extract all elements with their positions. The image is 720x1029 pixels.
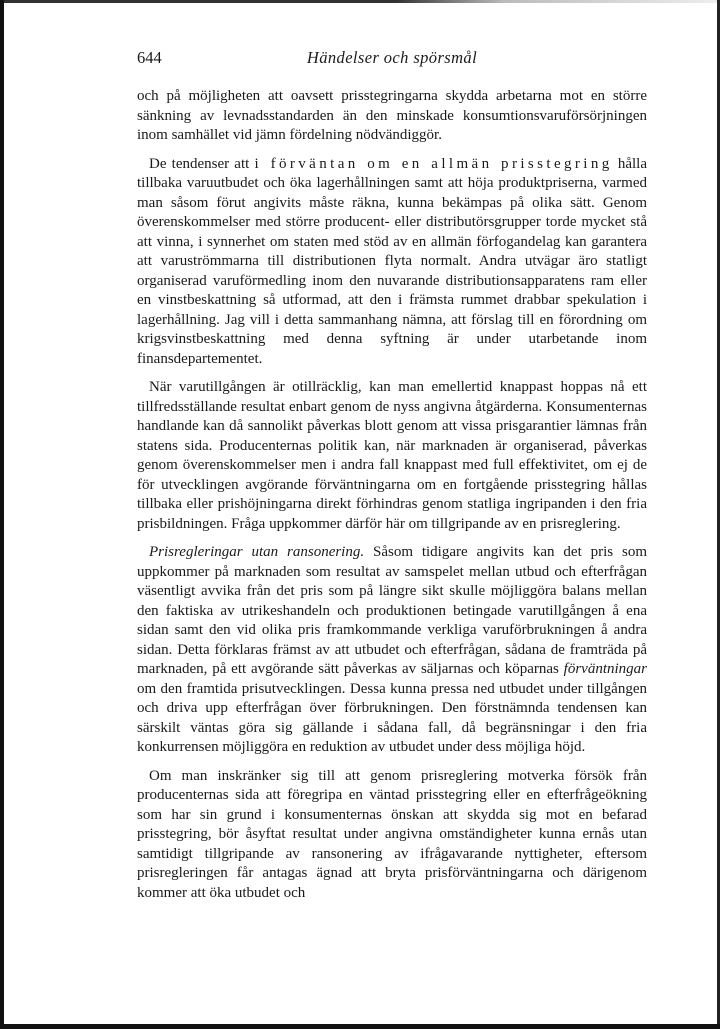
paragraph-2-rest: hålla tillbaka varuutbudet och öka lagerhållningen samt att höja produktpriserna, varmed man såsom förut angivits måste räkna, kunna bekämpas på olika sätt. Genom överenskommelser med större producent- eller distributörsgrupper torde mycket stå att vinna, i synnerhet om staten med stöd av en allmän förfogandelag kan garantera att varuströmmarna till distributionen flyta normalt. Andra utvägar äro statligt organiserad varuförmedling inom den nuvarande distributionsapparatens ram eller en vinstbeskattning så utformad, att den i främsta rummet drabbar spekulation i lagerhållning. Jag vill i detta sammanhang nämna, att förslag till en förordning om krigsvinstbeskattning med denna syftning är under utarbetande inom finansdepartementet.	[137, 155, 647, 367]
paragraph-2	[137, 155, 647, 370]
running-title: Händelser och spörsmål	[306, 48, 478, 67]
scan-edge-left	[0, 0, 4, 1029]
paragraph-3: När varutillgången är otillräcklig, kan man emellertid knappast hoppas nå ett tillfredsställande resultat enbart genom de nyss angivna åtgärderna. Konsumenternas handlande kan då sannolikt påverkas blott genom att vissa prisgarantier lämnas från statens sida. Producenternas politik kan, när marknaden är organiserad, påverkas genom överenskommelser men i andra fall knappast med full effektivitet, om ej de för utvecklingen avgörande förväntningarna om en fortgående prisstegring hållas tillbaka eller prishöjningarna direkt förhindras genom statliga ingripanden i den fria prisbildningen. Fråga uppkommer därför här om tillgripande av en prisreglering.	[137, 379, 647, 532]
page-number: 644	[137, 48, 162, 67]
scan-edge-bottom	[0, 1024, 720, 1029]
paragraph-4-lead: Såsom tidigare angivits kan det pris som uppkommer på marknaden som resultat av samspelet mellan utbud och efterfrågan väsentligt avvika från det pris som på längre sikt skulle möjliggöra balans mellan den faktiska av utrikeshandeln och produktionen betingade varutillgången å ena sidan samt den vid olika pris framkommande verkliga varuförbrukningen å andra sidan. Detta förklaras främst av att utbudet och efterfrågan, sådana de framträda på marknaden, på ett avgörande sätt påverkas av säljarnas och köparnas	[137, 544, 647, 677]
section-heading: Prisregleringar utan ransonering.	[149, 544, 365, 560]
paragraph-4-rest: om den framtida prisutvecklingen. Dessa kunna pressa ned utbudet under tillgången och driva upp efterfrågan över förbrukningen. Den förstnämnda tendensen kan särskilt väntas göra sig gällande i sådana fall, då begränsningar i den fria konkurrensen möjliggöra en reduktion av utbudet under dess möjliga höjd.	[137, 680, 647, 755]
body-text	[137, 87, 647, 912]
paragraph-4	[137, 543, 647, 758]
spaced-emphasis: i förväntan om en allmän prisstegring	[254, 155, 613, 172]
paragraph-2-lead: De tendenser att	[149, 155, 255, 172]
paragraph-5: Om man inskränker sig till att genom prisreglering motverka försök från producenternas sida att föregripa en väntad prisstegring eller en efterfrågeökning som har sin grund i konsumenternas önskan att skydda sig mot en befarad prisstegring, bör åsyftat resultat under angivna omständigheter kunna ernås utan samtidigt tillgripande av ransonering av ifrågavarande nyttigheter, eftersom prisregleringen får antagas ägnad att bryta prisförväntningarna och därigenom kommer att öka utbudet och	[137, 767, 647, 901]
paragraph-1: och på möjligheten att oavsett prisstegringarna skydda arbetarna mot en större sänkning av levnadsstandarden än den minskade konsumtionsvaruförsörjningen inom samhället vid jämn fördelning nödvändiggör.	[137, 88, 647, 143]
italic-term: förväntningar	[563, 661, 647, 677]
page-header	[137, 48, 647, 70]
scan-edge-top	[0, 0, 720, 3]
